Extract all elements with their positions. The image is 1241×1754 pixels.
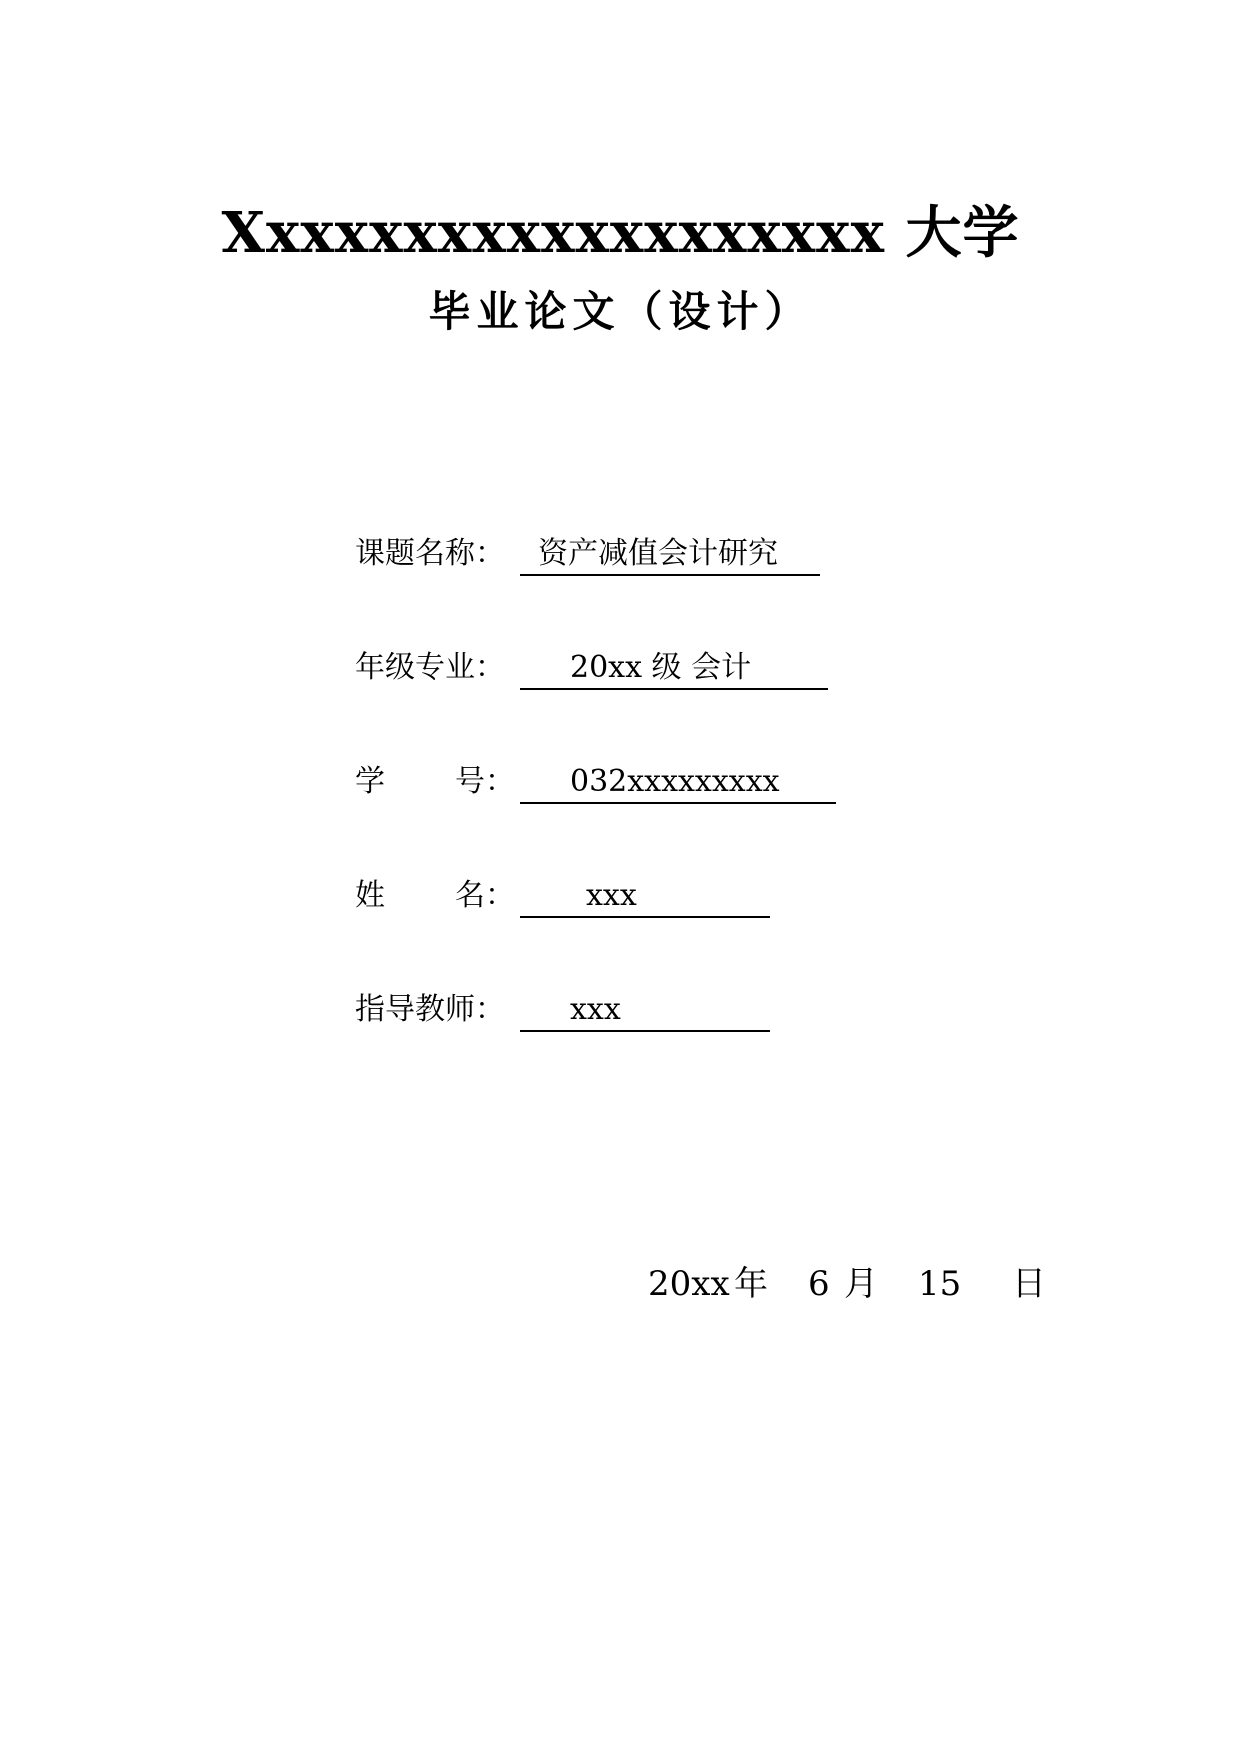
thesis-type-title: 毕业论文（设计）	[428, 287, 813, 336]
university-title: Xxxxxxxxxxxxxxxxxxx 大学	[221, 200, 1020, 266]
date-month-unit: 月	[844, 1264, 878, 1304]
field-name-underline	[520, 872, 770, 918]
field-advisor-underline	[520, 986, 770, 1032]
field-grade-major-underline	[520, 644, 828, 690]
field-advisor-value: xxx	[570, 992, 621, 1027]
field-name-label-b: 名：	[455, 878, 515, 913]
field-student-id-value: 032xxxxxxxxx	[570, 764, 780, 799]
date-year: 20xx	[648, 1264, 730, 1304]
field-advisor-label: 指导教师：	[355, 992, 505, 1027]
field-student-id-label-a: 学	[355, 764, 385, 799]
field-topic-underline	[520, 530, 820, 576]
date-day: 15	[918, 1264, 962, 1304]
date-day-unit: 日	[1012, 1264, 1046, 1304]
field-name-label-a: 姓	[355, 878, 385, 913]
date-month: 6	[808, 1264, 830, 1304]
field-topic-value: 资产减值会计研究	[538, 536, 778, 571]
field-topic-label: 课题名称：	[355, 536, 505, 571]
field-grade-major-label: 年级专业：	[355, 650, 505, 685]
date-year-unit: 年	[734, 1264, 768, 1304]
field-student-id-label-b: 号：	[455, 764, 515, 799]
field-student-id-underline	[520, 758, 836, 804]
field-name-value: xxx	[586, 878, 637, 913]
field-grade-major-value: 20xx 级 会计	[570, 650, 752, 685]
